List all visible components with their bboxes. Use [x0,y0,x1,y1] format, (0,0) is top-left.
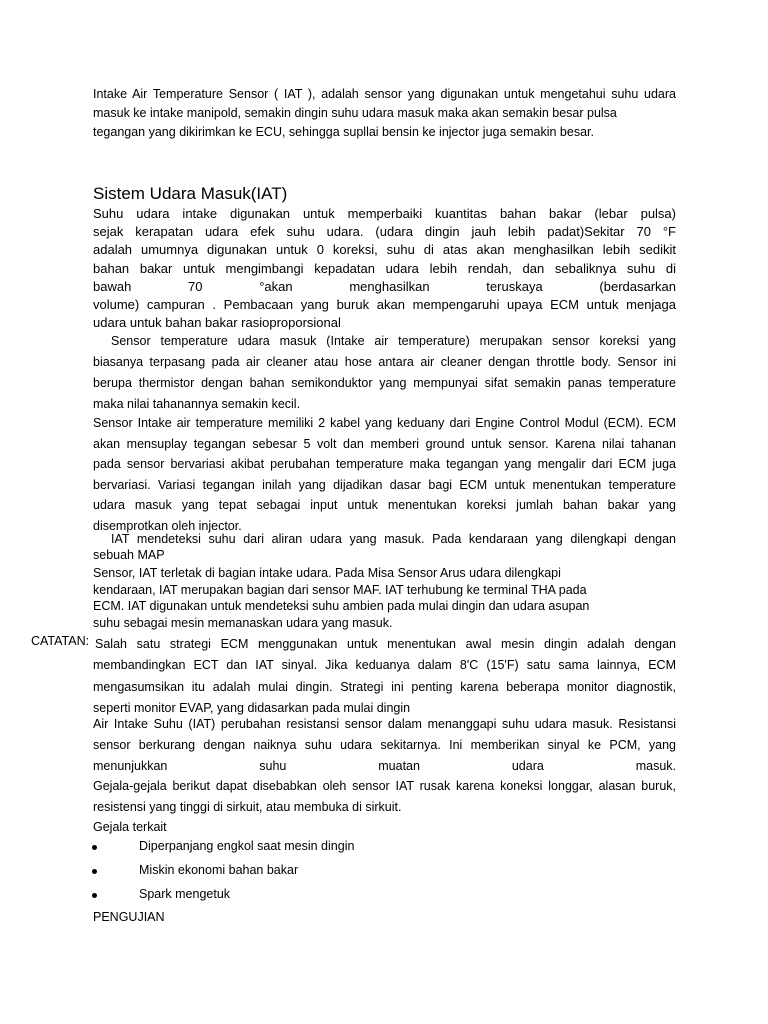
section1-line: Suhu udara intake digunakan untuk memperbaiki kuantitas bahan bakar (lebar pulsa) [93,206,676,221]
section3-paragraph [93,413,676,537]
section5-line: kendaraan, IAT merupakan bagian dari sensor MAF. IAT terhubung ke terminal THA pada [93,582,587,597]
section6-line: menunjukkan suhu muatan udara masuk. [93,758,676,773]
section2-line: Sensor temperature udara masuk (Intake air temperature) merupakan sensor koreksi yang [111,334,676,348]
intro-line: tegangan yang dikirimkan ke ECU, sehingga supllai bensin ke injector juga semakin besar. [93,125,594,139]
section3-line: udara masuk yang tepat sebagai input untuk menentukan koreksi jumlah bahan bakar yang [93,498,676,513]
catatan-line: mengasumsikan itu adalah mulai dingin. Strategi ini penting karena beberapa monitor diagnostik, [93,679,676,694]
section3-line: bervariasi. Variasi tegangan inilah yang dijadikan dasar bagi ECM untuk menentukan temperature [93,477,676,492]
section3-line: disemprotkan oleh injector. [93,518,242,533]
list-item-text: Spark mengetuk [139,887,231,901]
list-item-text: Miskin ekonomi bahan bakar [139,863,299,877]
section4-line: IAT mendeteksi suhu dari aliran udara yang masuk. Pada kendaraan yang dilengkapi dengan [111,532,676,546]
section5-line: ECM. IAT digunakan untuk mendeteksi suhu ambien pada mulai dingin dan udara asupan [93,599,590,613]
section5-paragraph [93,565,676,631]
section1-line: bahan bakar untuk mengimbangi kepadatan udara lebih rendah, dan sebaliknya suhu di [93,260,676,276]
section2-paragraph [93,331,676,415]
bullet-icon [92,869,97,874]
section1-line: adalah umumnya digunakan untuk 0 koreksi, suhu di atas akan menghasilkan lebih sedikit [93,242,676,258]
section-heading: Sistem Udara Masuk(IAT) [93,184,288,203]
section2-line: maka nilai tahanannya semakin kecil. [93,397,301,411]
section1-paragraph [93,205,676,332]
section6-line: resistensi yang tinggi di sirkuit, atau membuka di sirkuit. [93,800,402,815]
section6-paragraph [93,714,676,818]
bullet-icon [92,893,97,898]
catatan-paragraph [93,634,676,719]
section2-line: biasanya terpasang pada air cleaner atau hose antara air cleaner dengan throttle body. Sensor ini [93,355,676,369]
section1-line: volume) campuran . Pembacaan yang buruk akan mempengaruhi upaya ECM untuk menjaga [93,297,676,313]
intro-line: Intake Air Temperature Sensor ( IAT ), adalah sensor yang digunakan untuk mengetahui suhu udara [93,87,676,101]
section6-line: sensor berkurang dengan naiknya suhu udara sekitarnya. Ini memberikan sinyal ke PCM, yang [93,737,676,752]
catatan-line: Salah satu strategi ECM menggunakan untuk menentukan awal mesin dingin adalah dengan [95,637,676,651]
catatan-line: membandingkan ECT dan IAT sinyal. Jika keduanya dalam 8'C (15'F) satu sama lainnya, ECM [93,658,676,673]
section3-line: akan mensuplay tegangan sebesar 5 volt dan memberi ground untuk sensor. Karena nilai tahanan [93,436,676,451]
section1-line: sejak kerapatan udara efek suhu udara. (udara dingin jauh lebih padat)Sekitar 70 °F [93,224,676,240]
section2-line: berupa thermistor dengan bahan semikonduktor yang mempunyai sifat semakin panas temperature [93,376,676,390]
section4-paragraph [93,531,676,563]
section3-line: Sensor Intake air temperature memiliki 2 kabel yang keduany dari Engine Control Modul (ECM). ECM [93,416,676,430]
section1-line: bawah 70 °akan menghasilkan teruskaya (berdasarkan [93,278,676,294]
catatan-label: CATATAN: [31,634,90,648]
section5-line: suhu sebagai mesin memanaskan udara yang masuk. [93,615,393,630]
intro-paragraph [93,85,676,142]
section6-line: Air Intake Suhu (IAT) perubahan resistansi sensor dalam menanggapi suhu udara masuk. Resistansi [93,717,676,731]
intro-line: masuk ke intake manipold, semakin dingin suhu udara masuk maka akan semakin besar pulsa [93,106,617,120]
bullet-icon [92,845,97,850]
section5-line: Sensor, IAT terletak di bagian intake udara. Pada Misa Sensor Arus udara dilengkapi [93,566,561,580]
section6-line: Gejala-gejala berikut dapat disebabkan oleh sensor IAT rusak karena koneksi longgar, alasan buruk, [93,779,676,794]
section4-line: sebuah MAP [93,548,165,562]
section3-line: pada sensor bervariasi akibat perubahan temperature maka tegangan yang mengalir dari ECM juga [93,457,676,472]
catatan-line: seperti monitor EVAP, yang didasarkan pada mulai dingin [93,700,411,715]
list-item-text: Diperpanjang engkol saat mesin dingin [139,839,355,853]
section1-line: udara untuk bahan bakar rasioproporsional [93,315,341,331]
gejala-title: Gejala terkait [93,820,167,834]
pengujian-heading: PENGUJIAN [93,910,165,924]
